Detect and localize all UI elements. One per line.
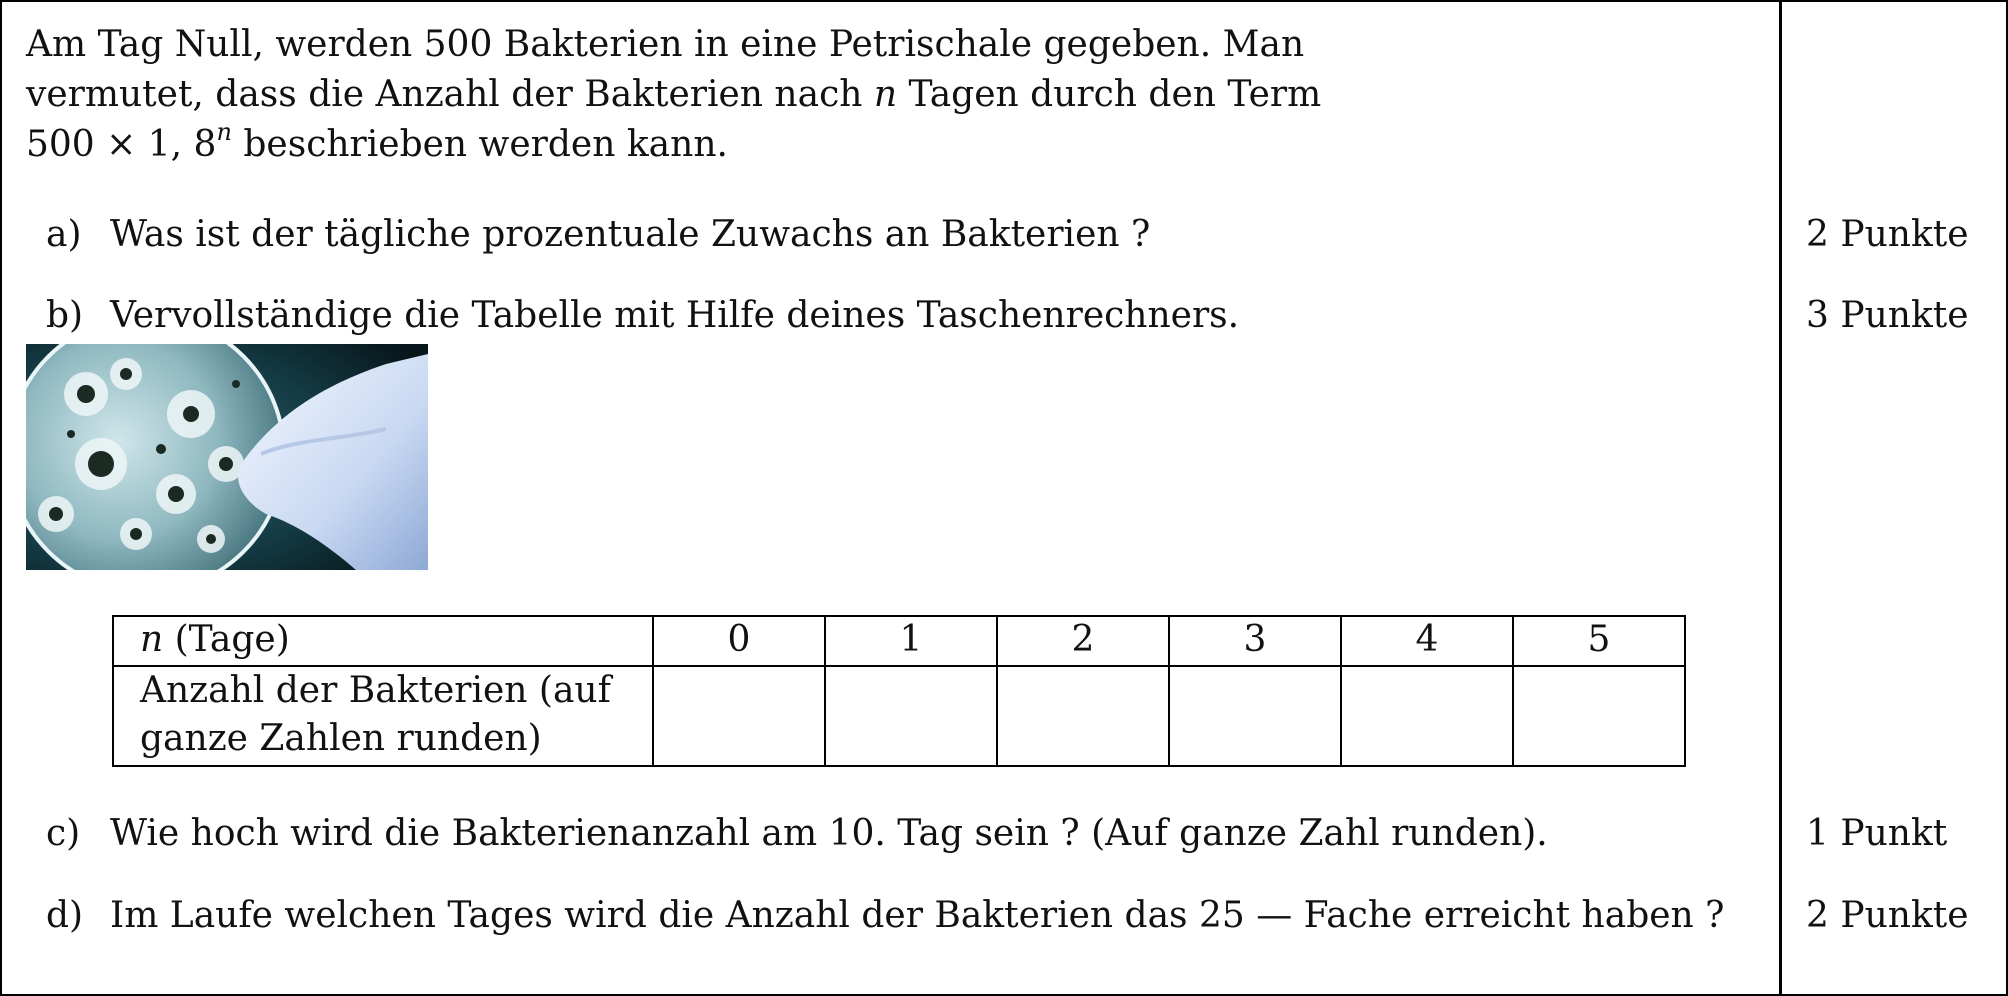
question-b-text: Vervollständige die Tabelle mit Hilfe deines Taschenrechners. (110, 295, 1240, 336)
question-c-label: c) (46, 813, 81, 854)
question-d-label: d) (46, 895, 84, 936)
answer-cell[interactable] (1169, 666, 1341, 766)
term-exponent: n (216, 118, 232, 146)
header-unit: (Tage) (163, 619, 290, 660)
intro-line-3-suffix: beschrieben werden kann. (231, 124, 728, 165)
day-cell: 1 (825, 616, 997, 666)
question-a-label: a) (46, 214, 82, 255)
intro-line-2-prefix: vermutet, dass die Anzahl der Bakterien nach (26, 74, 874, 115)
answer-cell[interactable] (1513, 666, 1685, 766)
day-cell: 0 (653, 616, 825, 666)
points-column-divider (1779, 0, 1782, 996)
answer-cell[interactable] (825, 666, 997, 766)
variable-n: n (873, 74, 898, 115)
table-header-row (113, 616, 1685, 666)
petri-dish-photo (26, 344, 428, 570)
table-row-label: Anzahl der Bakterien (auf ganze Zahlen runden) (113, 666, 653, 766)
question-d-points: 2 Punkte (1806, 895, 1969, 936)
day-cell: 4 (1341, 616, 1513, 666)
intro-line-2 (26, 70, 1321, 120)
question-c-points: 1 Punkt (1806, 813, 1948, 854)
intro-line-1: Am Tag Null, werden 500 Bakterien in eine Petrischale gegeben. Man (26, 24, 1305, 65)
question-c-text: Wie hoch wird die Bakterienanzahl am 10. Tag sein ? (Auf ganze Zahl runden). (110, 813, 1548, 854)
answer-cell[interactable] (1341, 666, 1513, 766)
bacteria-table (112, 615, 1686, 767)
question-a-text: Was ist der tägliche prozentuale Zuwachs an Bakterien ? (110, 214, 1151, 255)
day-cell: 5 (1513, 616, 1685, 666)
answer-cell[interactable] (653, 666, 825, 766)
question-b-label: b) (46, 295, 84, 336)
question-d-text: Im Laufe welchen Tages wird die Anzahl der Bakterien das 25 — Fache erreicht haben ? (110, 895, 1725, 936)
intro-line-3 (26, 120, 728, 170)
term-base: 500 × 1, 8 (26, 124, 217, 165)
table-header-label (113, 616, 653, 666)
petri-dish-illustration (26, 344, 428, 570)
answer-cell[interactable] (997, 666, 1169, 766)
variable-n: n (140, 619, 164, 660)
question-b-points: 3 Punkte (1806, 295, 1969, 336)
day-cell: 2 (997, 616, 1169, 666)
day-cell: 3 (1169, 616, 1341, 666)
table-values-row (113, 666, 1685, 766)
intro-line-2-suffix: Tagen durch den Term (897, 74, 1322, 115)
question-a-points: 2 Punkte (1806, 214, 1969, 255)
